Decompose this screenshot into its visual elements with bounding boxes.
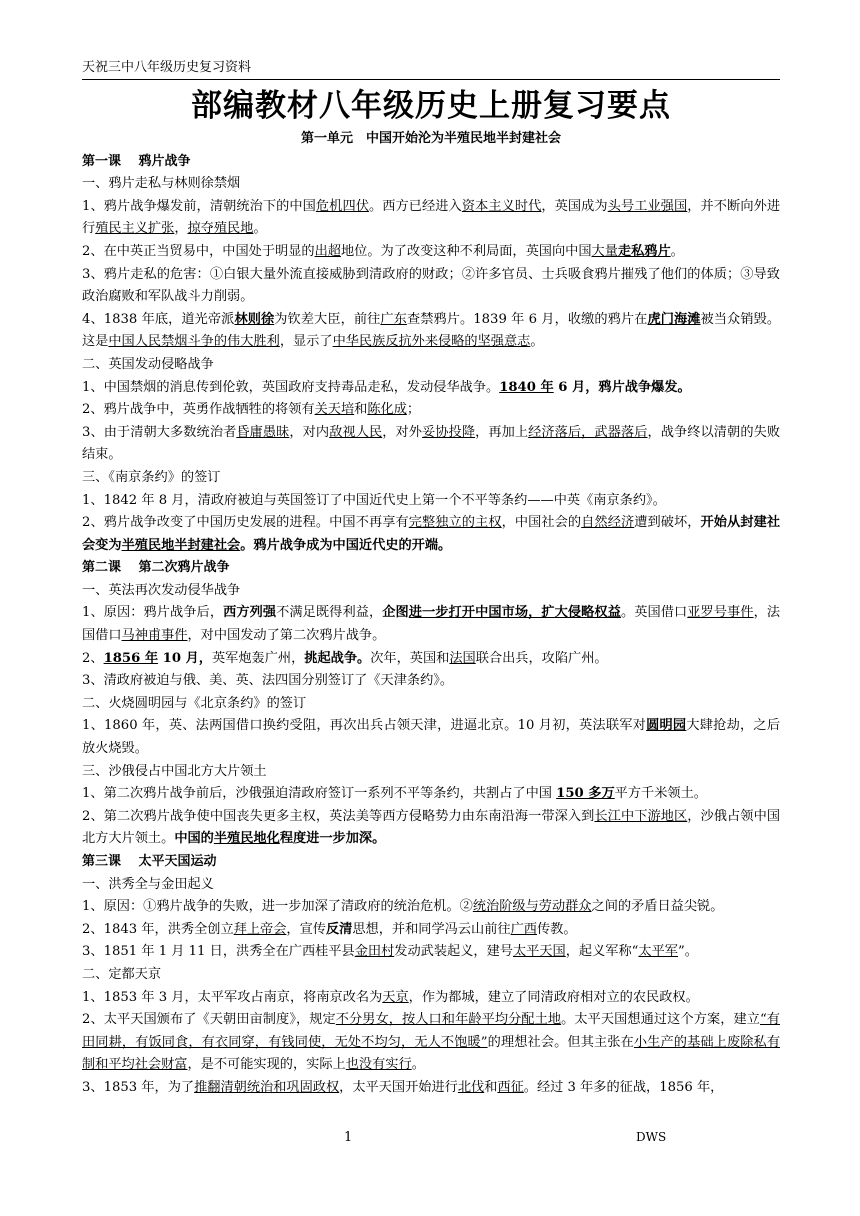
emphasis-text: 关天培: [314, 402, 355, 418]
emphasis-text: 敌视人民: [329, 424, 383, 440]
emphasis-text: 反清: [325, 921, 353, 937]
text-run: 第二课 第二次鸦片战争: [82, 560, 230, 576]
emphasis-text: 殖民主义扩张: [95, 221, 175, 237]
paragraph: [82, 399, 780, 422]
text-run: 地位。为了改变这种不利局面，英国向中国: [340, 243, 592, 259]
text-run: 第一课 鸦片战争: [82, 153, 191, 169]
emphasis-text: 小生产的基础上废除私有制和平均社会财富: [82, 1034, 781, 1073]
text-run: 遭到破坏，: [634, 515, 701, 531]
text-run: 。西方已经进入: [368, 198, 462, 214]
paragraph: [82, 693, 780, 716]
text-run: ，太平天国开始进行: [339, 1079, 458, 1095]
emphasis-text: 。鸦片战争成为中国近代史的开端。: [240, 537, 452, 553]
text-run: 1、1842 年 8 月，清政府被迫与英国签订了中国近代史上第一个不平等条约——中英《南京条约》。: [82, 492, 666, 508]
text-run: 1、原因：鸦片战争后，: [82, 605, 224, 621]
emphasis-text: 完整独立的主权: [408, 515, 502, 531]
text-run: 4、1838 年底，道光帝派: [82, 311, 235, 327]
emphasis-text: 大量: [591, 243, 618, 259]
text-run: 2、鸦片战争中，英勇作战牺牲的将领有: [82, 402, 315, 418]
text-run: 第三课 太平天国运动: [82, 854, 217, 869]
emphasis-text: 昏庸愚昧: [236, 424, 290, 440]
emphasis-text: 不分男女，按人口和年龄平均分配土地: [335, 1012, 562, 1028]
text-run: 联合出兵，攻陷广州。: [475, 650, 608, 666]
paragraph: [82, 783, 780, 806]
emphasis-text: 中华民族反抗外来侵略的坚强意志: [332, 334, 531, 350]
text-run: 2、1843 年，洪秀全创立: [82, 921, 234, 937]
text-run: ，并不断向外进行: [82, 198, 781, 237]
emphasis-text: 危机四伏: [315, 198, 369, 214]
emphasis-text: 太平天国: [512, 944, 566, 960]
text-run: 1、鸦片战争爆发前，清朝统治下的中国: [82, 198, 316, 214]
text-run: ，法国借口: [82, 605, 781, 644]
text-run: 。: [253, 221, 267, 237]
paragraph: [82, 512, 780, 557]
paragraph: [82, 1077, 780, 1100]
text-run: 。经过 3 年多的征战，1856 年，: [523, 1079, 724, 1095]
text-run: 思想，并和同学冯云山前往: [352, 921, 511, 937]
emphasis-text: 虎门海滩: [647, 311, 701, 327]
running-header: 天祝三中八年级历史复习资料: [82, 60, 780, 80]
paragraph: [82, 354, 780, 377]
emphasis-text: 挑起战争。: [304, 650, 371, 666]
emphasis-text: 出超: [314, 243, 341, 259]
text-run: ，对中国发动了第二次鸦片战争。: [187, 628, 386, 644]
text-run: 传教。: [536, 921, 577, 937]
emphasis-text: 掠夺殖民地: [187, 221, 254, 237]
text-run: 3、由于清朝大多数统治者: [82, 424, 237, 440]
text-run: 3、1853 年，为了: [82, 1079, 195, 1095]
emphasis-text: 中国人民禁烟斗争的伟大胜利: [108, 334, 280, 350]
emphasis-text: 陈化成: [367, 402, 407, 418]
paragraph: [82, 422, 780, 467]
text-run: 二、英国发动侵略战争: [82, 356, 214, 372]
emphasis-text: 经济落后，武器落后: [528, 424, 648, 440]
emphasis-text: 西征: [497, 1079, 524, 1095]
paragraph: [82, 241, 780, 264]
text-run: 次年，英国和: [370, 650, 450, 666]
text-run: 2、第二次鸦片战争使中国丧失更多主权，英法美等西方侵略势力由东南沿海一带深入到: [82, 808, 595, 824]
emphasis-text: 走私鸦片: [617, 243, 671, 259]
paragraph: [82, 467, 780, 490]
page-number: 1: [344, 1130, 353, 1145]
emphasis-text: 太平军: [638, 944, 678, 960]
text-run: 一、鸦片走私与林则徐禁烟: [82, 176, 241, 192]
emphasis-text: 拜上帝会: [233, 921, 287, 937]
paragraph: [82, 941, 780, 964]
emphasis-text: 金田村: [354, 944, 395, 960]
paragraph: [82, 1009, 780, 1077]
emphasis-text: 长江中下游地区: [594, 808, 688, 824]
emphasis-text: 中国的: [174, 831, 214, 847]
document-title: 部编教材八年级历史上册复习要点: [191, 88, 671, 124]
paragraph: [82, 896, 780, 919]
text-run: ，作为都城，建立了同清政府相对立的农民政权。: [408, 989, 699, 1005]
emphasis-text: 推翻清朝统治和巩固政权: [194, 1079, 340, 1095]
paragraph: [82, 377, 780, 400]
paragraph: [82, 580, 780, 603]
emphasis-text: 资本主义时代: [461, 198, 542, 214]
text-run: 2、: [82, 650, 104, 666]
text-run: 和: [484, 1079, 498, 1095]
footer-mark: DWS: [636, 1130, 667, 1144]
text-run: 1、中国禁烟的消息传到伦敦，英国政府支持毒品走私，发动侵华战争。: [82, 379, 500, 395]
text-run: ，再加上: [475, 424, 529, 440]
text-run: 二、定都天京: [82, 966, 162, 982]
text-run: 1、第二次鸦片战争前后，沙俄强迫清政府签订一系列不平等条约，共割占了中国: [82, 786, 557, 802]
text-run: ，宣传: [286, 921, 326, 937]
emphasis-text: 头号工业强国: [607, 198, 688, 214]
text-run: 。: [670, 243, 684, 259]
paragraph: [82, 196, 780, 241]
emphasis-text: 北伐: [457, 1079, 485, 1095]
emphasis-text: 亚罗号事件: [687, 605, 754, 621]
paragraph: [82, 715, 780, 760]
paragraph: [82, 761, 780, 784]
emphasis-text: 西方列强: [223, 605, 277, 621]
text-run: ；: [406, 402, 421, 418]
text-run: 二、火烧圆明园与《北京条约》的签订: [82, 695, 307, 711]
emphasis-text: 开始从封建社会变为: [82, 515, 781, 553]
text-run: ，中国社会的: [501, 515, 582, 531]
text-run: 1、原因：①鸦片战争的失败，进一步加深了清政府的统治危机。②: [82, 899, 473, 915]
emphasis-text: 广东: [380, 311, 407, 327]
emphasis-text: 法国: [449, 650, 476, 666]
emphasis-text: 半殖民地半封建社会: [121, 537, 241, 553]
emphasis-text: 圆明园: [646, 718, 687, 734]
emphasis-text: 程度进一步加深。: [279, 831, 386, 847]
text-run: 。英国借口: [620, 605, 688, 621]
unit-heading: 第一单元 中国开始沦为半殖民地半封建社会: [300, 131, 561, 146]
emphasis-text: 企图: [382, 605, 409, 621]
text-run: 3、清政府被迫与俄、美、英、法四国分别签订了《天津条约》。: [82, 673, 454, 689]
text-run: 不满足既得利益，: [276, 605, 383, 621]
text-run: ，: [174, 221, 188, 237]
paragraph: [82, 173, 780, 196]
paragraph: [82, 309, 780, 354]
emphasis-text: 6 月，鸦片战争爆发。: [553, 379, 691, 395]
text-run: ，战争终以清朝的失败结束。: [82, 424, 781, 463]
emphasis-text: 1840 年: [499, 379, 554, 395]
text-run: 平方千米领土。: [614, 786, 707, 802]
text-run: ，是不可能实现的，实际上: [187, 1057, 346, 1073]
text-run: ，对内: [289, 424, 330, 440]
text-run: 为钦差大臣，前往: [274, 311, 381, 327]
paragraph: [82, 874, 780, 897]
text-run: ，沙俄占领中国北方大片领土。: [82, 808, 781, 847]
text-run: 3、1851 年 1 月 11 日，洪秀全在广西桂平县: [82, 944, 355, 960]
emphasis-text: 广西: [510, 921, 537, 937]
lesson-heading: [82, 557, 780, 580]
text-run: 发动武装起义，建号: [394, 944, 513, 960]
text-run: 三、沙俄侵占中国北方大片领土: [82, 763, 267, 779]
text-run: 查禁鸦片。1839 年 6 月，收缴的鸦片在: [406, 311, 648, 327]
text-run: 英军炮轰广州，: [211, 650, 305, 666]
emphasis-text: 天京: [382, 989, 409, 1005]
paragraph: [82, 987, 780, 1010]
text-run: 3、鸦片走私的危害：①白银大量外流直接威胁到清政府的财政；②许多官员、士兵吸食鸦片摧残了他们的体质；③导致政治腐败和军队战斗力削弱。: [82, 266, 780, 305]
emphasis-text: 1856 年: [103, 650, 159, 666]
emphasis-text: 统治阶级与劳动群众: [472, 899, 592, 915]
text-run: 和: [354, 402, 368, 418]
paragraph: [82, 806, 780, 851]
emphasis-text: 林则徐: [234, 311, 275, 327]
text-run: 三、《南京条约》的签订: [82, 469, 221, 485]
emphasis-text: 进一步打开中国市场，扩大侵略权益: [408, 605, 621, 621]
text-run: ”。: [677, 944, 698, 960]
paragraph: [82, 264, 780, 309]
paragraph: [82, 670, 780, 693]
lesson-heading: [82, 851, 780, 874]
emphasis-text: 妥协投降: [422, 424, 476, 440]
text-run: 一、洪秀全与金田起义: [82, 876, 214, 892]
document-body: [82, 128, 780, 1100]
text-run: 。: [530, 334, 544, 350]
paragraph: [82, 919, 780, 942]
text-run: ，对外: [382, 424, 423, 440]
emphasis-text: 150 多万: [556, 786, 615, 802]
text-run: 2、在中英正当贸易中，中国处于明显的: [82, 243, 315, 259]
emphasis-text: 10 月，: [158, 650, 212, 666]
paragraph: [82, 648, 780, 671]
text-run: ，起义军称“: [565, 944, 639, 960]
emphasis-text: 自然经济: [581, 515, 635, 531]
paragraph: [82, 602, 780, 647]
text-run: 2、鸦片战争改变了中国历史发展的进程。中国不再享有: [82, 515, 409, 531]
text-run: 的理想社会。但其主张在: [487, 1034, 634, 1050]
emphasis-text: “有田同耕，有饭同食，有衣同穿，有钱同使，无处不均匀，无人不饱暖”: [82, 1012, 780, 1050]
paragraph: [82, 964, 780, 987]
emphasis-text: 也没有实行: [345, 1057, 412, 1073]
text-run: 之间的矛盾日益尖锐。: [591, 899, 724, 915]
text-run: ，英国成为: [541, 198, 608, 214]
emphasis-text: 马神甫事件: [121, 628, 188, 644]
lesson-heading: [82, 151, 780, 174]
text-run: 大肆抢劫，之后放火烧毁。: [82, 718, 781, 757]
text-run: 1、1853 年 3 月，太平军攻占南京，将南京改名为: [82, 989, 383, 1005]
text-run: ，显示了: [279, 334, 333, 350]
text-run: 一、英法再次发动侵华战争: [82, 582, 241, 598]
text-run: 。: [411, 1057, 425, 1073]
text-run: 2、太平天国颁布了《天朝田亩制度》，规定: [82, 1012, 336, 1028]
text-run: 。太平天国想通过这个方案，建立: [561, 1012, 760, 1028]
text-run: 1、1860 年，英、法两国借口换约受阻，再次出兵占领天津，进逼北京。10 月初，英法联军对: [82, 718, 647, 734]
text-run: 被当众销毁。这是: [82, 311, 781, 350]
emphasis-text: 半殖民地化: [213, 831, 280, 847]
paragraph: [82, 490, 780, 513]
